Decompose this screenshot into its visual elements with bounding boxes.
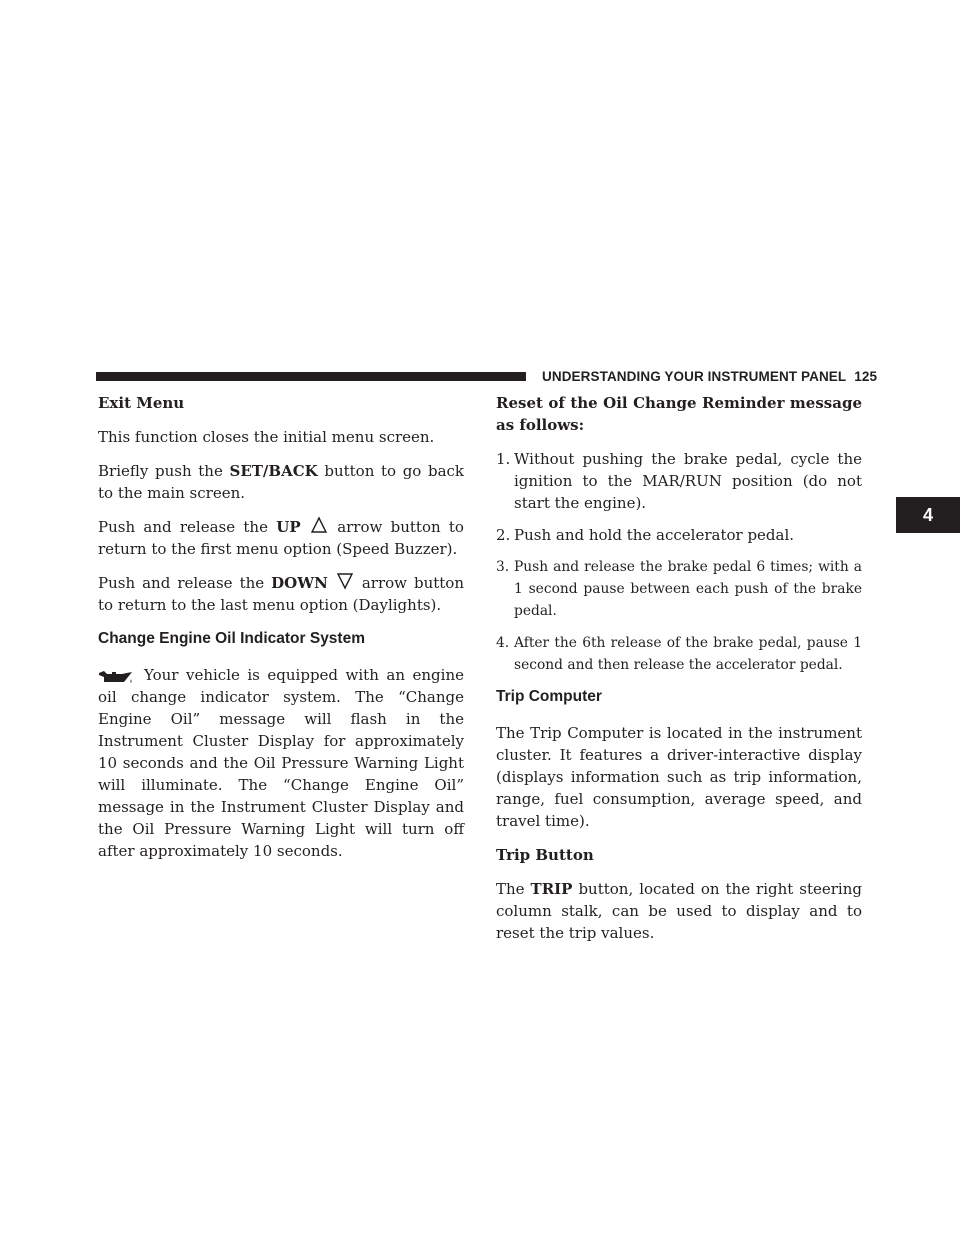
running-header <box>542 369 878 384</box>
oil-indicator-paragraph <box>98 664 464 862</box>
down-arrow-outline-icon <box>336 572 354 590</box>
list-item <box>496 632 862 676</box>
trip-button-heading: Trip Button <box>496 846 594 864</box>
header-section-title: UNDERSTANDING YOUR INSTRUMENT PANEL <box>542 369 847 384</box>
list-item <box>496 556 862 622</box>
step-number: 4. <box>496 635 510 651</box>
reset-lead: Reset of the Oil Change Reminder message as follows: <box>496 394 862 434</box>
set-back-post: button to go back to the main screen. <box>98 462 465 502</box>
down-arrow-paragraph <box>98 572 464 616</box>
step-text: Without pushing the brake pedal, cycle the ignition to the MAR/RUN position (do not start the engine). <box>514 450 862 512</box>
exit-menu-paragraph: This function closes the initial menu screen. <box>98 428 435 446</box>
down-post: arrow button to return to the last menu option (Daylights). <box>98 574 464 614</box>
down-pre: Push and release the <box>98 574 265 592</box>
trip-computer-title: Trip Computer <box>496 688 602 705</box>
step-number: 3. <box>496 559 510 575</box>
trip-term: TRIP <box>530 880 573 898</box>
list-item <box>496 524 862 546</box>
left-column <box>98 392 464 874</box>
trip-button-paragraph <box>496 878 862 944</box>
trip-button-post: button, located on the right steering column stalk, can be used to display and to reset the trip values. <box>496 880 862 942</box>
exit-menu-heading: Exit Menu <box>98 394 185 412</box>
trip-button-pre: The <box>496 880 525 898</box>
trip-computer-paragraph: The Trip Computer is located in the instrument cluster. It features a driver-interactive display (displays information such as trip information, range, fuel consumption, average speed, and travel time). <box>496 724 862 830</box>
right-column <box>496 392 862 956</box>
step-text: Push and hold the accelerator pedal. <box>514 526 795 544</box>
up-term: UP <box>276 518 301 536</box>
chapter-tab: 4 <box>896 497 960 533</box>
down-term: DOWN <box>271 574 328 592</box>
step-number: 1. <box>496 450 511 468</box>
oil-can-icon <box>98 670 134 686</box>
step-text: After the 6th release of the brake pedal, pause 1 second and then release the accelerator pedal. <box>514 635 862 673</box>
header-rule <box>96 372 526 381</box>
set-back-term: SET/BACK <box>229 462 318 480</box>
up-arrow-outline-icon <box>310 516 328 534</box>
up-pre: Push and release the <box>98 518 268 536</box>
reset-steps-list <box>496 448 862 676</box>
up-arrow-paragraph <box>98 516 464 560</box>
up-post: arrow button to return to the first menu option (Speed Buzzer). <box>98 518 464 558</box>
oil-indicator-text: Your vehicle is equipped with an engine oil change indicator system. The “Change Engine Oil” message will flash in the Instrument Cluster Display for approximately 10 seconds and the Oil Pressure Warning Light will illuminate. The “Change Engine Oil” message in the Instrument Cluster Display and the Oil Pressure Warning Light will turn off after approximately 10 seconds. <box>98 666 464 860</box>
step-text: Push and release the brake pedal 6 times; with a 1 second pause between each push of the brake pedal. <box>514 559 862 619</box>
page-number: 125 <box>854 369 878 384</box>
list-item <box>496 448 862 514</box>
set-back-pre: Briefly push the <box>98 462 223 480</box>
oil-indicator-section-title: Change Engine Oil Indicator System <box>98 630 365 647</box>
step-number: 2. <box>496 526 511 544</box>
set-back-paragraph <box>98 460 464 504</box>
